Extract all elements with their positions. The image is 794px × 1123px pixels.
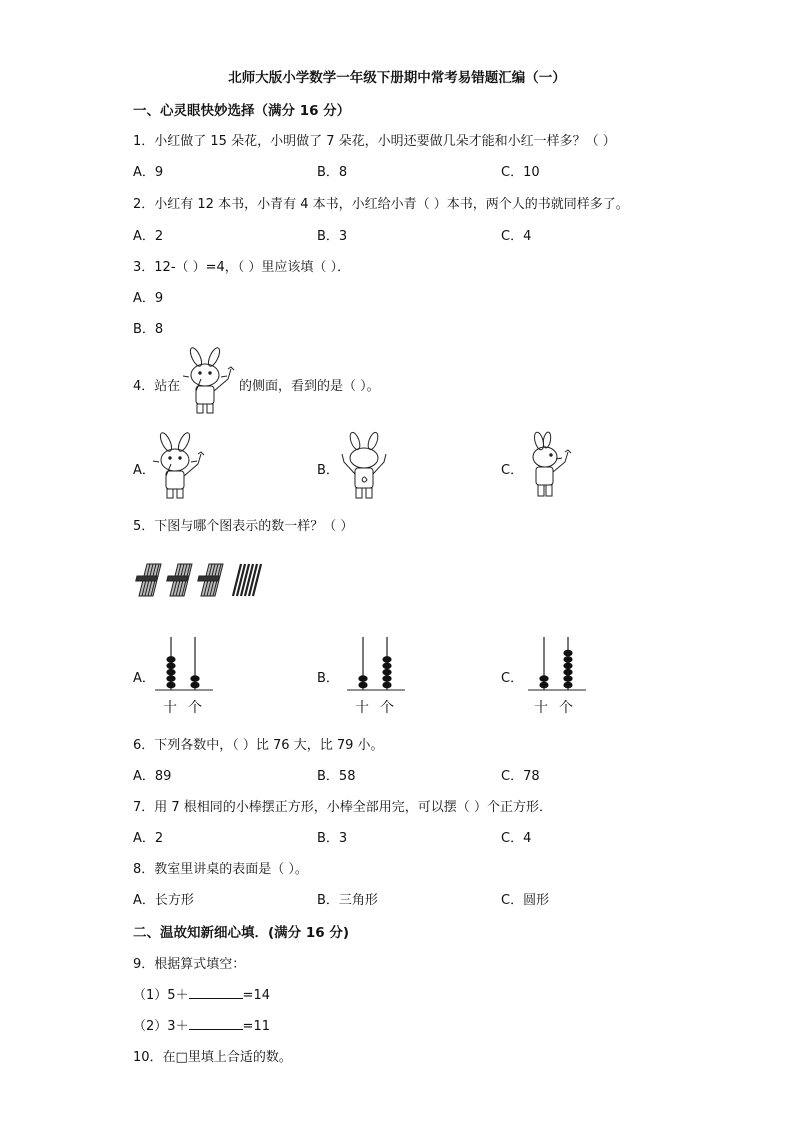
abacus-bead-ones bbox=[382, 656, 391, 663]
question-6-option-a: A．89 bbox=[133, 769, 172, 784]
question-4-stem-post: 的侧面，看到的是（ ）。 bbox=[239, 379, 380, 394]
question-4-option-a: A． bbox=[133, 463, 155, 478]
abacus-b-tens-label: 十 bbox=[355, 700, 369, 716]
question-3-stem: 3．12-（ ）=4，（ ）里应该填（ ）． bbox=[133, 260, 351, 275]
question-8-option-c: C．圆形 bbox=[501, 893, 550, 908]
abacus-icon bbox=[155, 636, 213, 692]
question-6-stem: 6．下列各数中，（ ）比 76 大，比 79 小。 bbox=[133, 738, 384, 753]
abacus-bead-tens bbox=[166, 682, 175, 689]
question-5-option-b: B． bbox=[317, 671, 339, 686]
question-1-option-a: A．9 bbox=[133, 165, 164, 180]
abacus-icon bbox=[347, 636, 405, 692]
abacus-b-ones-label: 个 bbox=[380, 700, 394, 716]
abacus-bead-ones bbox=[382, 663, 391, 670]
question-2-option-c: C．4 bbox=[501, 229, 532, 244]
question-6-option-b: B．58 bbox=[317, 769, 356, 784]
question-9-line-2-pre: （2）3＋ bbox=[133, 1019, 189, 1034]
abacus-c-tens-label: 十 bbox=[534, 700, 548, 716]
section-heading-2: 二、温故知新细心填．(满分 16 分) bbox=[133, 925, 350, 941]
abacus-icon bbox=[528, 636, 586, 692]
abacus-bead-ones bbox=[190, 675, 199, 682]
abacus-bead-ones bbox=[563, 682, 572, 689]
question-4-option-b: B． bbox=[317, 463, 339, 478]
question-2-option-a: A．2 bbox=[133, 229, 164, 244]
abacus-bead-tens bbox=[166, 656, 175, 663]
question-2-option-b: B．3 bbox=[317, 229, 348, 244]
abacus-bead-ones bbox=[382, 682, 391, 689]
abacus-bead-ones bbox=[563, 663, 572, 670]
question-1-option-c: C．10 bbox=[501, 165, 540, 180]
question-9-line-1 bbox=[133, 984, 270, 1003]
abacus-bead-ones bbox=[382, 675, 391, 682]
abacus-bead-tens bbox=[166, 669, 175, 676]
question-4-option-c: C． bbox=[501, 463, 524, 478]
question-9-stem: 9．根据算式填空： bbox=[133, 957, 246, 972]
abacus-bead-ones bbox=[563, 675, 572, 682]
rabbit-front-icon bbox=[153, 432, 208, 500]
question-1-stem: 1．小红做了 15 朵花，小明做了 7 朵花，小明还要做几朵才能和小红一样多？（ ） bbox=[133, 134, 616, 149]
abacus-bead-tens bbox=[358, 675, 367, 682]
question-7-option-b: B．3 bbox=[317, 831, 348, 846]
answer-blank[interactable] bbox=[189, 987, 243, 999]
question-5-stem: 5．下图与哪个图表示的数一样？（ ） bbox=[133, 519, 354, 534]
abacus-bead-tens bbox=[539, 675, 548, 682]
question-9-line-1-pre: （1）5＋ bbox=[133, 988, 189, 1003]
question-9-line-2 bbox=[133, 1015, 270, 1034]
abacus-bead-tens bbox=[166, 663, 175, 670]
abacus-bead-ones bbox=[382, 669, 391, 676]
abacus-bead-ones bbox=[190, 682, 199, 689]
rabbit-side-icon bbox=[521, 432, 576, 500]
abacus-bead-tens bbox=[358, 682, 367, 689]
answer-blank[interactable] bbox=[189, 1018, 243, 1030]
abacus-a-ones-label: 个 bbox=[188, 700, 202, 716]
question-4-stem-pre: 4．站在 bbox=[133, 379, 181, 394]
abacus-c-ones-label: 个 bbox=[559, 700, 573, 716]
abacus-bead-tens bbox=[166, 675, 175, 682]
question-8-option-b: B．三角形 bbox=[317, 893, 378, 908]
question-7-stem: 7．用 7 根相同的小棒摆正方形，小棒全部用完，可以摆（ ）个正方形． bbox=[133, 800, 552, 815]
stick-bundle-icon bbox=[133, 560, 278, 598]
question-9-line-1-post: =14 bbox=[242, 988, 270, 1003]
abacus-bead-ones bbox=[563, 656, 572, 663]
abacus-bead-ones bbox=[563, 669, 572, 676]
question-9-line-2-post: =11 bbox=[242, 1019, 270, 1034]
rabbit-back-icon bbox=[338, 432, 393, 500]
abacus-bead-ones bbox=[563, 650, 572, 657]
question-10-stem: 10．在□里填上合适的数。 bbox=[133, 1050, 292, 1065]
question-5-option-c: C． bbox=[501, 671, 524, 686]
question-6-option-c: C．78 bbox=[501, 769, 540, 784]
question-7-option-a: A．2 bbox=[133, 831, 164, 846]
abacus-bead-tens bbox=[539, 682, 548, 689]
question-3-option-a: A．9 bbox=[133, 291, 164, 306]
abacus-a-tens-label: 十 bbox=[163, 700, 177, 716]
question-8-option-a: A．长方形 bbox=[133, 893, 194, 908]
question-5-option-a: A． bbox=[133, 671, 155, 686]
question-2-stem: 2．小红有 12 本书，小青有 4 本书，小红给小青（ ）本书，两个人的书就同样多了。 bbox=[133, 197, 629, 212]
question-3-option-b: B．8 bbox=[133, 322, 164, 337]
question-1-option-b: B．8 bbox=[317, 165, 348, 180]
rabbit-front-icon bbox=[183, 347, 238, 415]
question-7-option-c: C．4 bbox=[501, 831, 532, 846]
page-title: 北师大版小学数学一年级下册期中常考易错题汇编（一） bbox=[228, 70, 566, 86]
section-heading-1: 一、心灵眼快妙选择（满分 16 分） bbox=[133, 103, 351, 119]
question-8-stem: 8．教室里讲桌的表面是（ ）。 bbox=[133, 862, 308, 877]
